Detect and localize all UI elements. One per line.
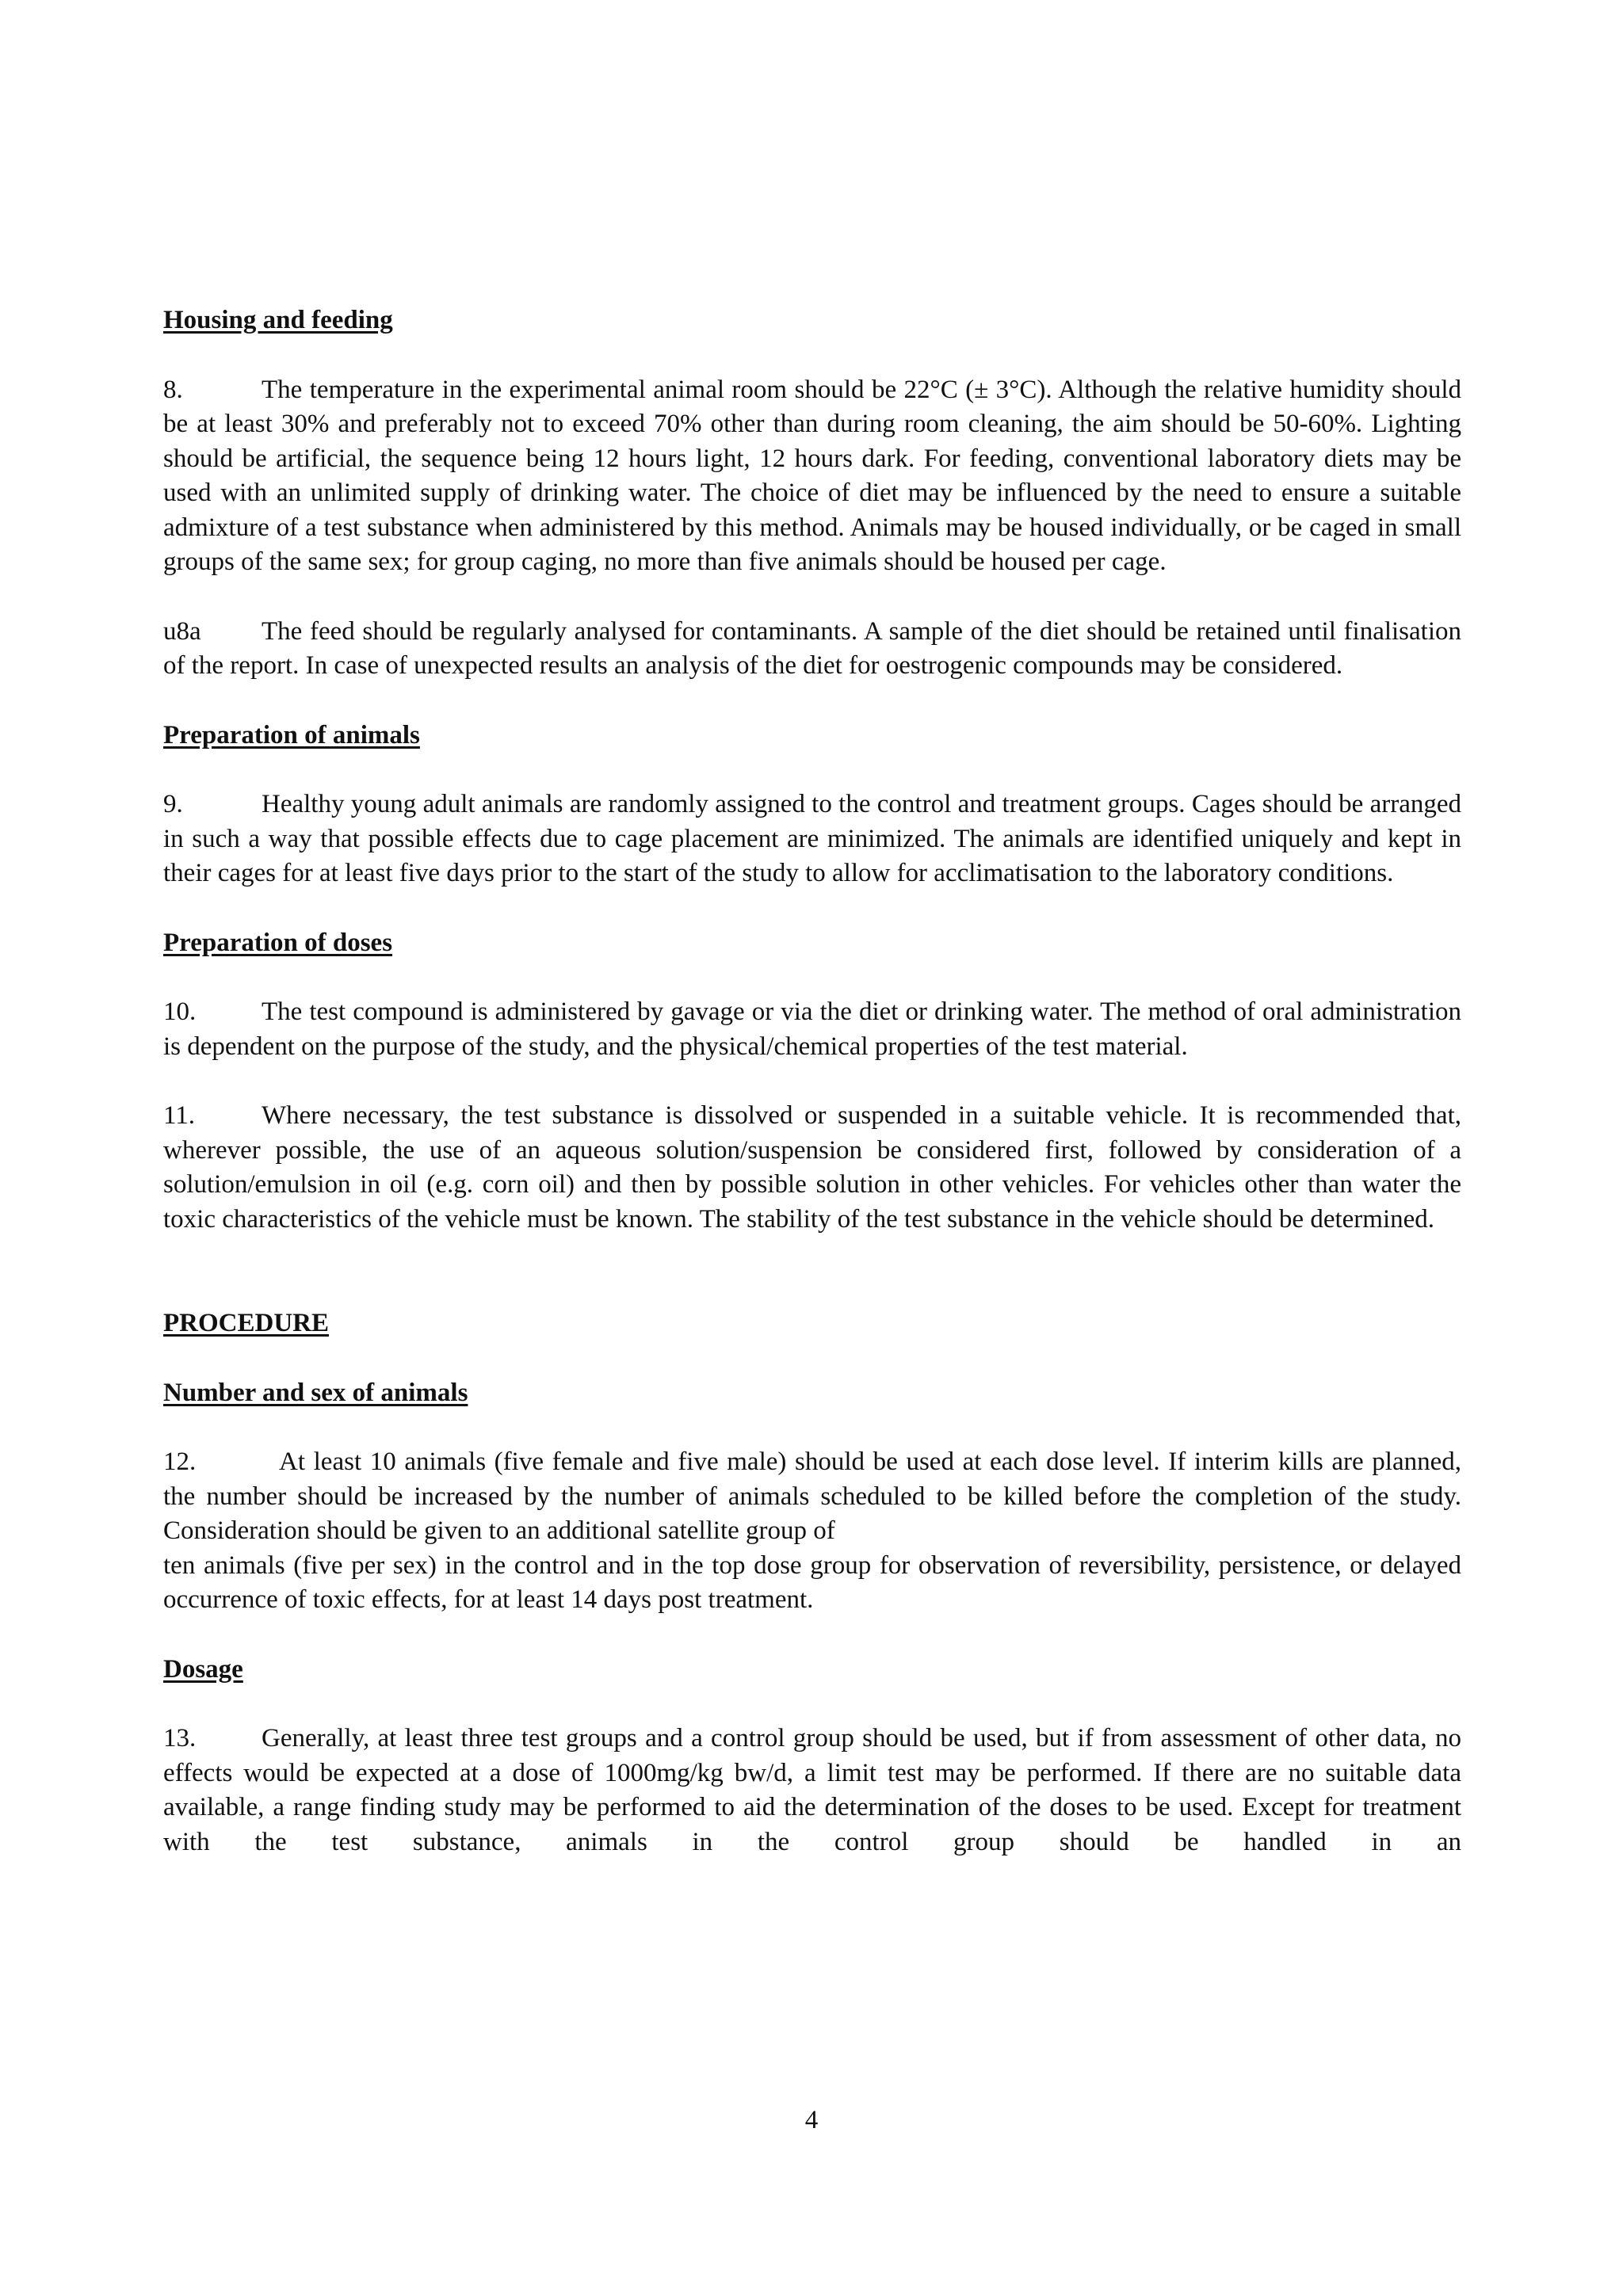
paragraph-number: 8. <box>163 375 183 404</box>
heading-number-and-sex-of-animals: Number and sex of animals <box>163 1378 468 1407</box>
page-content <box>163 303 1461 1894</box>
page-number: 4 <box>804 2106 819 2134</box>
section-spacer <box>163 1272 1461 1306</box>
paragraph-text-part-b: ten animals (five per sex) in the control and in the top dose group for observation of reversibility, persistence, or delayed occurrence of toxic effects, for at least 14 days post treatment. <box>163 1550 1461 1614</box>
paragraph-11 <box>163 1099 1461 1237</box>
paragraph-8a <box>163 615 1461 684</box>
paragraph-text-part-a: At least 10 animals (five female and five male) should be used at each dose level. If interim kills are planned, the number should be increased by the number of animals scheduled to be killed before the completion of the study. Consideration should be given to an additional satellite group of <box>163 1447 1461 1545</box>
paragraph-text: The feed should be regularly analysed for contaminants. A sample of the diet should be retained until finalisation of the report. In case of unexpected results an analysis of the diet for oestrogenic compounds may be considered. <box>163 616 1461 680</box>
paragraph-8 <box>163 373 1461 580</box>
paragraph-text: Generally, at least three test groups and a control group should be used, but if from assessment of other data, no effects would be expected at a dose of 1000mg/kg bw/d, a limit test may be performed. If there are no suitable data available, a range finding study may be performed to aid the determination of the doses to be used. Except for treatment with the test substance, animals in the control group should be handled in an <box>163 1724 1461 1856</box>
heading-preparation-of-animals: Preparation of animals <box>163 720 420 749</box>
paragraph-9 <box>163 788 1461 891</box>
paragraph-number: 10. <box>163 997 197 1026</box>
paragraph-13 <box>163 1722 1461 1859</box>
paragraph-number: u8a <box>163 616 201 646</box>
paragraph-number: 11. <box>163 1101 196 1130</box>
paragraph-number: 13. <box>163 1724 197 1753</box>
paragraph-12 <box>163 1445 1461 1618</box>
paragraph-text: Healthy young adult animals are randomly assigned to the control and treatment groups. Cages should be arranged in such a way that possible effects due to cage placement are minimized. The animals are identified uniquely and kept in their cages for at least five days prior to the start of the study to allow for acclimatisation to the laboratory conditions. <box>163 790 1461 887</box>
paragraph-number: 12. <box>163 1447 197 1476</box>
paragraph-10 <box>163 995 1461 1064</box>
heading-procedure: PROCEDURE <box>163 1309 330 1337</box>
heading-housing-and-feeding: Housing and feeding <box>163 306 393 334</box>
paragraph-text: The temperature in the experimental animal room should be 22°C (± 3°C). Although the relative humidity should be at least 30% and preferably not to exceed 70% other than during room cleaning, the aim should be 50-60%. Lighting should be artificial, the sequence being 12 hours light, 12 hours dark. For feeding, conventional laboratory diets may be used with an unlimited supply of drinking water. The choice of diet may be influenced by the need to ensure a suitable admixture of a test substance when administered by this method. Animals may be housed individually, or be caged in small groups of the same sex; for group caging, no more than five animals should be housed per cage. <box>163 375 1461 576</box>
paragraph-number: 9. <box>163 790 183 818</box>
paragraph-text: Where necessary, the test substance is dissolved or suspended in a suitable vehicle. It is recommended that, wherever possible, the use of an aqueous solution/suspension be considered first, followed by consideration of a solution/emulsion in oil (e.g. corn oil) and then by possible solution in other vehicles. For vehicles other than water the toxic characteristics of the vehicle must be known. The stability of the test substance in the vehicle should be determined. <box>163 1101 1461 1234</box>
heading-preparation-of-doses: Preparation of doses <box>163 928 393 957</box>
paragraph-text: The test compound is administered by gavage or via the diet or drinking water. The method of oral administration is dependent on the purpose of the study, and the physical/chemical properties of the test material. <box>163 997 1461 1061</box>
heading-dosage: Dosage <box>163 1654 243 1684</box>
